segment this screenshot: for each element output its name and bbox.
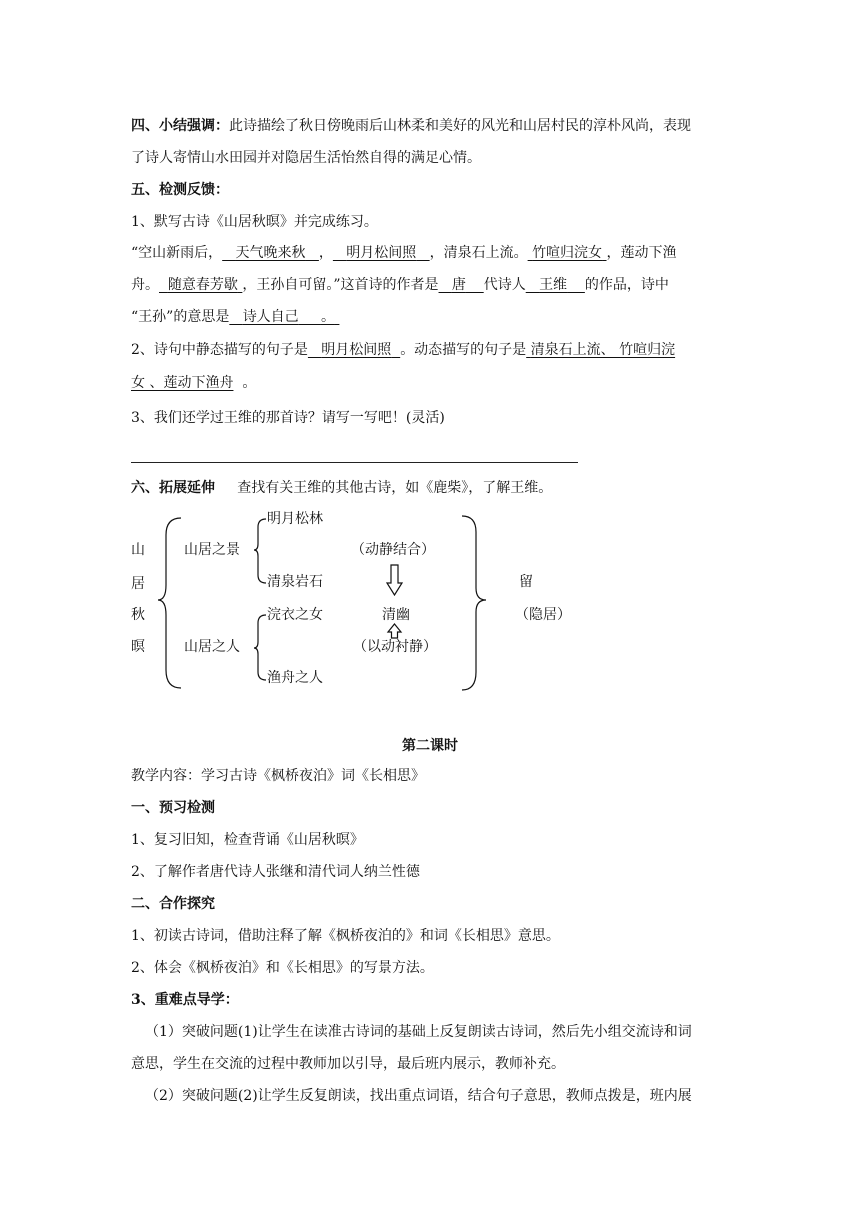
lesson2-h3: 3、重难点导学： — [131, 992, 239, 1008]
fill-text: “王孙”的意思是 — [131, 309, 230, 325]
fill-text: ，王孙自可留。”这首诗的作者是 — [242, 277, 439, 293]
diagram-title-char: 山 — [131, 542, 145, 558]
lesson2-h1-item: 2、了解作者唐代诗人张继和清代词人纳兰性德 — [131, 864, 420, 880]
diagram-people-item: 渔舟之人 — [267, 670, 323, 686]
lesson2-h1: 一、预习检测 — [131, 800, 215, 816]
diagram-people-label: 山居之人 — [184, 639, 240, 655]
fill-text: 代诗人 — [483, 277, 526, 293]
blank-answer: 唐 — [451, 277, 466, 293]
diagram-right1: 留 — [519, 574, 533, 590]
scene-brace-icon — [254, 519, 266, 583]
fill-text: ，清泉石上流。 — [429, 245, 528, 261]
diagram-note2: （以动衬静） — [353, 639, 437, 655]
fill-text: 2、诗句中静态描写的句子是 — [131, 342, 308, 358]
diagram-title-char: 暝 — [131, 639, 145, 655]
people-brace-icon — [254, 615, 266, 680]
fill-text: ， — [318, 245, 333, 261]
lesson2-h1-item: 1、复习旧知，检查背诵《山居秋暝》 — [131, 832, 364, 848]
lesson2-h2: 二、合作探究 — [131, 896, 215, 912]
lesson2-h2-item: 2、体会《枫桥夜泊》和《长相思》的写景方法。 — [131, 960, 434, 976]
fill-text: 的作品，诗中 — [584, 277, 669, 293]
diagram-title-char: 秋 — [131, 607, 145, 623]
diagram-note1: （动静结合） — [351, 542, 435, 558]
section4-text2: 了诗人寄情山水田园并对隐居生活怡然自得的满足心情。 — [131, 150, 481, 166]
up-arrow-icon — [388, 624, 401, 638]
diagram-people-item: 浣衣之女 — [267, 607, 323, 623]
blank-answer: 随意春芳歇 — [167, 277, 238, 293]
left-brace-icon — [158, 518, 181, 688]
section6-heading: 六、拓展延伸 — [131, 480, 215, 496]
fill-text: 。动态描写的句子是 — [400, 342, 527, 358]
fill-text: 。 — [242, 375, 257, 391]
section4-heading: 四、小结强调： — [131, 118, 229, 134]
lesson2-title: 第二课时 — [402, 738, 458, 754]
diagram-scene-item: 明月松林 — [267, 511, 323, 527]
section6-text: 查找有关王维的其他古诗，如《鹿柴》，了解王维。 — [237, 480, 553, 496]
blank-answer: 竹喧归浣女 — [532, 245, 603, 261]
blank-answer: 女 、莲动下渔舟 — [131, 375, 234, 391]
section5-item1: 1、默写古诗《山居秋暝》并完成练习。 — [131, 214, 378, 230]
lesson2-p1b: 意思，学生在交流的过程中教师加以引导，最后班内展示，教师补充。 — [131, 1056, 565, 1072]
fill-text: 舟。 — [131, 277, 159, 293]
blank-answer: 明月松间照 — [346, 245, 417, 261]
lesson2-content: 教学内容：学习古诗《枫桥夜泊》词《长相思》 — [131, 768, 425, 784]
diagram-scene-label: 山居之景 — [184, 542, 240, 558]
diagram-right2: （隐居） — [515, 607, 571, 623]
right-brace-icon — [462, 516, 486, 690]
blank-answer: 诗人自己 。 — [242, 309, 335, 325]
down-arrow-icon — [387, 565, 402, 595]
section4-text1: 此诗描绘了秋日傍晚雨后山林柔和美好的风光和山居村民的淳朴风尚，表现 — [229, 118, 691, 134]
blank-answer: 清泉石上流、 竹喧归浣 — [530, 342, 676, 358]
section5-heading: 五、检测反馈： — [131, 182, 229, 198]
lesson2-p1a: （1）突破问题(1)让学生在读准古诗词的基础上反复朗读古诗词，然后先小组交流诗和词 — [145, 1024, 692, 1040]
blank-answer: 王维 — [539, 277, 568, 293]
blank-answer: 明月松间照 — [321, 342, 392, 358]
fill-text: “空山新雨后， — [131, 245, 223, 261]
lesson2-h2-item: 1、初读古诗词，借助注释了解《枫桥夜泊的》和词《长相思》意思。 — [131, 928, 560, 944]
section5-item3: 3、我们还学过王维的那首诗？请写一写吧！(灵活) — [131, 410, 445, 426]
diagram-center: 清幽 — [382, 607, 410, 623]
blank-answer: 天气晚来秋 — [235, 245, 306, 261]
lesson2-p2a: （2）突破问题(2)让学生反复朗读，找出重点词语，结合句子意思，教师点拨是，班内展 — [145, 1088, 692, 1104]
fill-text: ，莲动下渔 — [606, 245, 677, 261]
diagram-scene-item: 清泉岩石 — [267, 574, 323, 590]
diagram-title-char: 居 — [131, 576, 145, 592]
